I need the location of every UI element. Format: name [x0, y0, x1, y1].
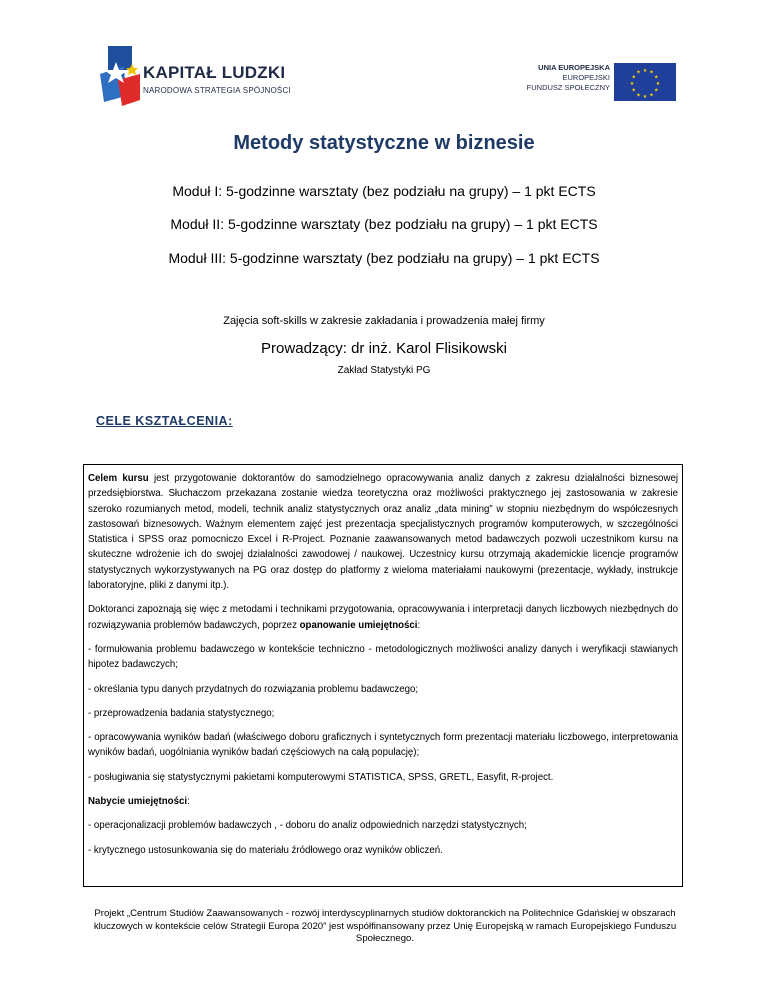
svg-text:★: ★	[649, 69, 654, 76]
bold-label: Nabycie umiejętności	[88, 796, 188, 808]
logo-title: KAPITAŁ LUDZKI	[143, 63, 286, 82]
module-1: Moduł I: 5-godzinne warsztaty (bez podziału na grupy) – 1 pkt ECTS	[172, 183, 596, 199]
punctuation: :	[417, 619, 421, 631]
svg-text:★: ★	[642, 94, 648, 100]
punctuation: :	[187, 796, 190, 808]
list-item: - operacjonalizacji problemów badawczych , - doboru do analiz odpowiednich narzędzi statystycznych;	[88, 820, 527, 832]
objectives-paragraph-3	[88, 794, 678, 809]
objectives-paragraph-1	[88, 471, 678, 593]
objectives-box	[83, 464, 683, 887]
list-item: - opracowywania wyników badań (właściwego doboru graficznych i syntetycznych form prezentacji materiału liczbowego, interpretowania wyników badań, uogólniania wyników badań częściowych na całą populację);	[88, 732, 678, 759]
svg-text:★: ★	[631, 74, 636, 81]
module-2: Moduł II: 5-godzinne warsztaty (bez podziału na grupy) – 1 pkt ECTS	[170, 216, 598, 232]
svg-text:★: ★	[649, 92, 654, 99]
svg-text:★: ★	[655, 81, 661, 87]
list-item: - formułowania problemu badawczego w kontekście techniczno - metodologicznych możliwości analizy danych i weryfikacji stawianych hipotez badawczych;	[88, 643, 678, 671]
section-heading: CELE KSZTAŁCENIA:	[96, 414, 233, 428]
bold-label: opanowanie umiejętności	[299, 619, 418, 631]
svg-text:★: ★	[642, 68, 648, 74]
bold-label: Celem kursu	[88, 473, 149, 484]
objectives-paragraph-2	[88, 602, 678, 633]
paragraph-text: jest przygotowanie doktorantów do samodzielnego opracowywania analiz danych z zakresu działalności biznesowej przedsiębiorstwa. Słuchaczom przekazana zostanie wiedza teoretyczna oraz możliwości praktycznego jej zastosowania w zakresie szeroko rozumianych metod, modeli, technik analiz statystycznych oraz analiz „data mining” w stopniu niezbędnym do współczesnych zastosowań biznesowych. Ważnym elementem zajęć jest prezentacja specjalistycznych programów komputerowych, w szczególności Statistica i SPSS oraz pomocniczo Excel i R-Project. Poznanie zaawansowanych metod badawczych pozwoli uczestnikom kursu na skuteczne wdrożenie ich do swojej działalności zawodowej / naukowej. Uczestnicy kursu otrzymają akademickie licencje programów statystycznych wykorzystywanych na PG oraz dostęp do platformy z wieloma materiałami naukowymi (prezentacje, wykłady, instrukcje laboratoryjne, pliki z danymi itp.).	[88, 473, 678, 592]
paragraph-text: Doktoranci zapoznają się więc z metodami i technikami przygotowania, opracowywania i interpretacji danych liczbowych niezbędnych do rozwiązywania problemów badawczych, poprzez	[88, 604, 678, 631]
lecturer: Prowadzący: dr inż. Karol Flisikowski	[261, 340, 507, 357]
svg-text:★: ★	[629, 81, 635, 87]
svg-text:★: ★	[636, 69, 641, 76]
soft-skills-note: Zajęcia soft-skills w zakresie zakładania i prowadzenia małej firmy	[223, 315, 545, 327]
list-item: - posługiwania się statystycznymi pakietami komputerowymi STATISTICA, SPSS, GRETL, Easyfit, R-project.	[88, 771, 554, 783]
logo-subtitle: NARODOWA STRATEGIA SPÓJNOŚCI	[143, 86, 291, 95]
eu-line-2: EUROPEJSKI	[562, 73, 610, 82]
svg-text:★: ★	[631, 87, 636, 94]
module-3: Moduł III: 5-godzinne warsztaty (bez podziału na grupy) – 1 pkt ECTS	[168, 250, 600, 266]
eu-text	[527, 63, 610, 93]
eu-line-1: UNIA EUROPEJSKA	[538, 63, 610, 72]
list-item: - krytycznego ustosunkowania się do materiału źródłowego oraz wyników obliczeń.	[88, 844, 443, 856]
list-item: - przeprowadzenia badania statystycznego;	[88, 707, 275, 719]
eu-line-3: FUNDUSZ SPOŁECZNY	[526, 83, 610, 92]
page-title: Metody statystyczne w biznesie	[233, 132, 535, 154]
eu-flag-icon	[614, 63, 676, 101]
svg-text:★: ★	[636, 92, 641, 99]
svg-text:★: ★	[654, 87, 659, 94]
department: Zakład Statystyki PG	[337, 365, 431, 376]
svg-text:★: ★	[654, 74, 659, 81]
list-item: - określania typu danych przydatnych do rozwiązania problemu badawczego;	[88, 683, 419, 695]
footer-note: Projekt „Centrum Studiów Zaawansowanych - rozwój interdyscyplinarnych studiów doktoranckich na Politechnice Gdańskiej w obszarach kluczowych w kontekście celów Strategii Europa 2020” jest współfinansowany przez Unię Europejską w ramach Europejskiego Funduszu Społecznego.	[93, 908, 677, 944]
